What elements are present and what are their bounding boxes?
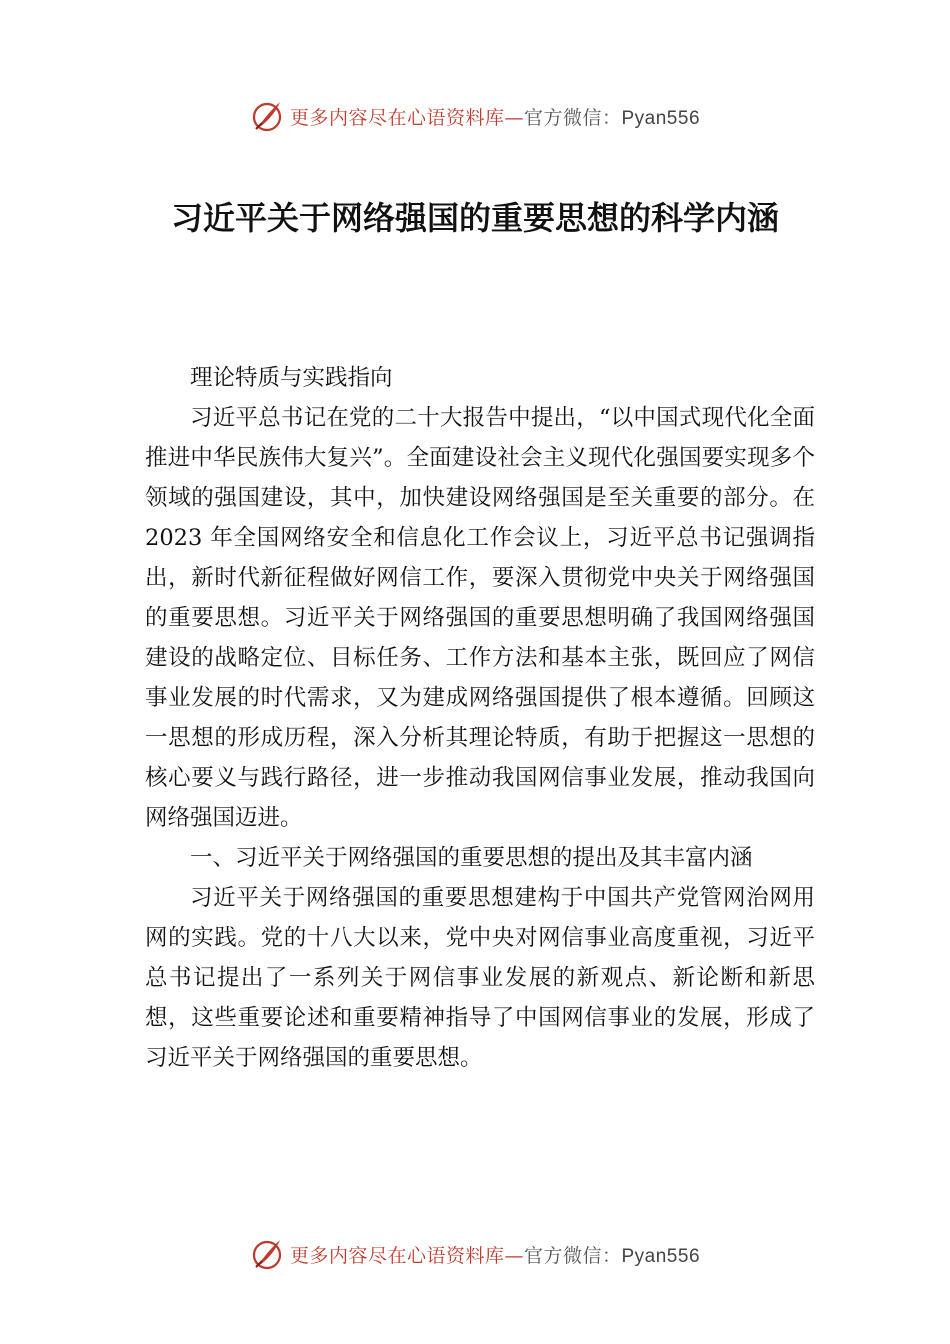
paragraph-2: 习近平关于网络强国的重要思想建构于中国共产党管网治网用网的实践。党的十八大以来，党中央对网信事业高度重视，习近平总书记提出了一系列关于网信事业发展的新观点、新论断和新思想，这些重要论述和重要精神指导了中国网信事业的发展，形成了习近平关于网络强国的重要思想。 bbox=[145, 885, 815, 1071]
footer-banner bbox=[0, 1234, 950, 1274]
banner-dash: — bbox=[504, 1244, 524, 1267]
document-title: 习近平关于网络强国的重要思想的科学内涵 bbox=[170, 199, 779, 237]
header-banner bbox=[0, 96, 950, 136]
banner-text bbox=[290, 1241, 700, 1268]
banner-text bbox=[290, 103, 700, 130]
quill-pen-logo-icon bbox=[250, 1237, 284, 1271]
banner-main-text: 更多内容尽在心语资料库 bbox=[289, 106, 505, 129]
banner-dash: — bbox=[504, 106, 524, 129]
banner-main-text: 更多内容尽在心语资料库 bbox=[289, 1244, 505, 1267]
banner-wechat-label: 官方微信： bbox=[523, 1244, 622, 1267]
section-1-heading: 一、习近平关于网络强国的重要思想的提出及其丰富内涵 bbox=[190, 845, 753, 871]
banner-wechat-id: Pyan556 bbox=[621, 107, 701, 129]
banner-wechat-label: 官方微信： bbox=[523, 106, 622, 129]
quill-pen-logo-icon bbox=[250, 99, 284, 133]
document-body bbox=[145, 358, 815, 1078]
paragraph-1: 习近平总书记在党的二十大报告中提出，“以中国式现代化全面推进中华民族伟大复兴”。全面建设社会主义现代化强国要实现多个领域的强国建设，其中，加快建设网络强国是至关重要的部分。在 2023 年全国网络安全和信息化工作会议上，习近平总书记强调指出，新时代新征程做好网信工作，要深入贯彻党中央关于网络强国的重要思想。习近平关于网络强国的重要思想明确了我国网络强国建设的战略定位、目标任务、工作方法和基本主张，既回应了网信事业发展的时代需求，又为建成网络强国提供了根本遵循。回顾这一思想的形成历程，深入分析其理论特质，有助于把握这一思想的核心要义与践行路径，进一步推动我国网信事业发展，推动我国向网络强国迈进。 bbox=[145, 405, 815, 831]
document-subtitle: 理论特质与实践指向 bbox=[190, 365, 393, 391]
banner-wechat-id: Pyan556 bbox=[621, 1245, 701, 1267]
